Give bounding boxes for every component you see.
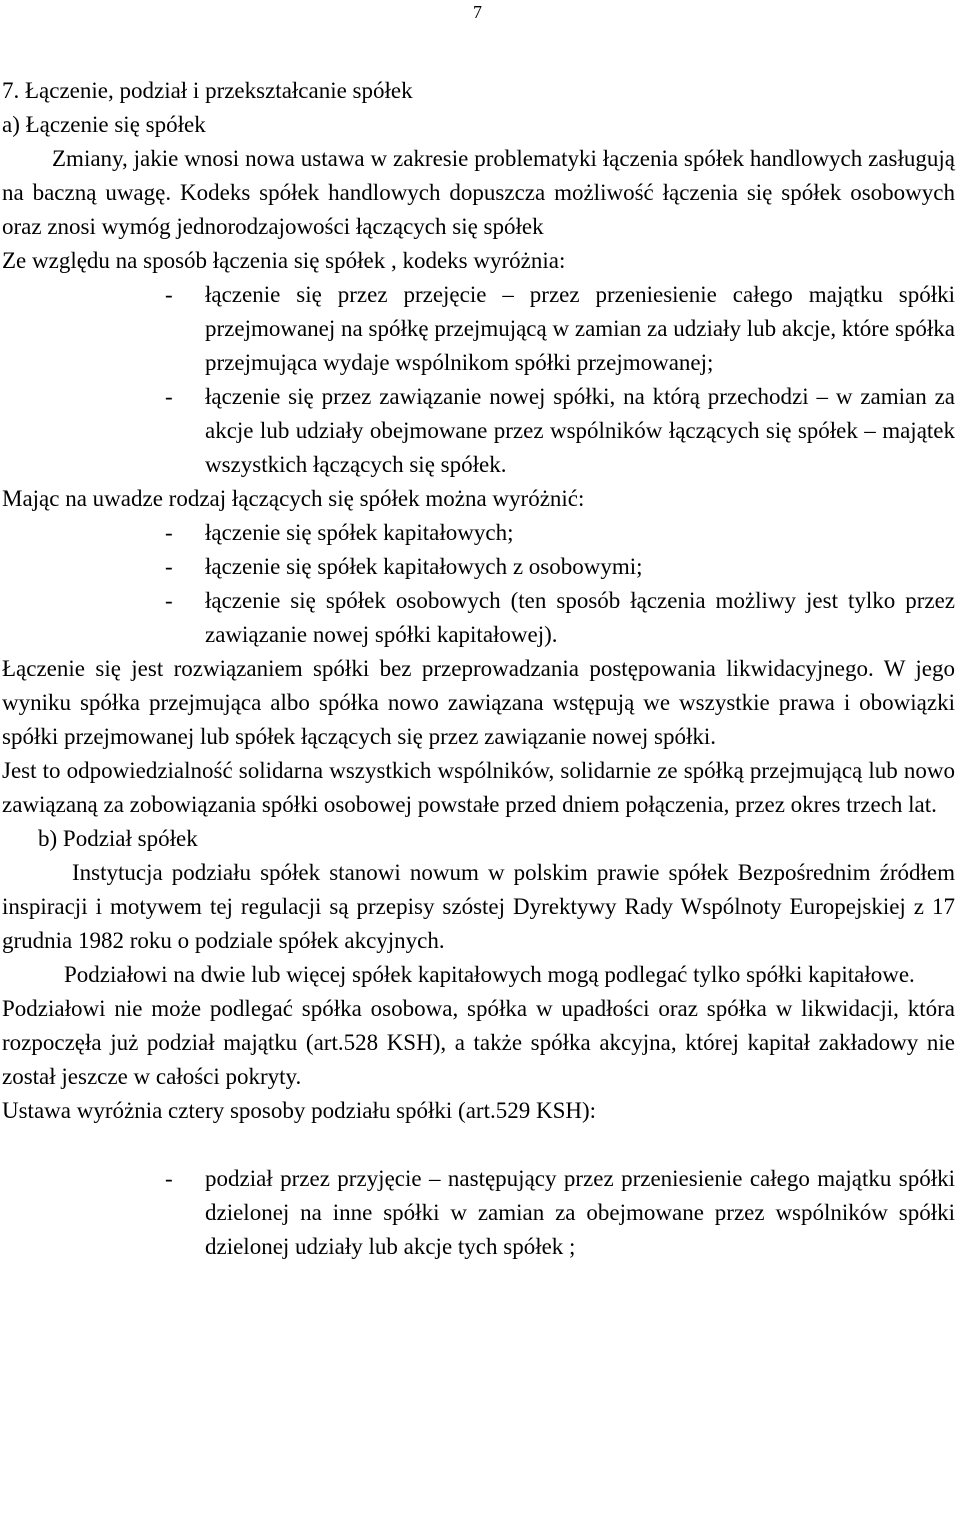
list-item-text: łączenie się przez przejęcie – przez przeniesienie całego majątku spółki przejmowanej na spółkę przejmującą w zamian za udziały lub akcje, które spółka przejmująca wydaje wspólnikom spółki przejmowanej;	[205, 282, 955, 375]
paragraph-a4: Łączenie się jest rozwiązaniem spółki bez przeprowadzania postępowania likwidacyjnego. W jego wyniku spółka przejmująca albo spółka nowo zawiązana wstępują we wszystkie prawa i obowiązki spółki przejmowanej lub spółek łączących się przez zawiązanie nowej spółki.	[2, 656, 955, 749]
division-methods-list	[2, 1162, 955, 1264]
paragraph-b1: Instytucja podziału spółek stanowi nowum w polskim prawie spółek Bezpośrednim źródłem inspiracji i motywem tej regulacji są przepisy szóstej Dyrektywy Rady Wspólnoty Europejskiej z 17 grudnia 1982 roku o podziale spółek akcyjnych.	[2, 860, 955, 953]
dash-marker: -	[165, 520, 173, 545]
list-item	[2, 550, 955, 584]
list-item-text: podział przez przyjęcie – następujący przez przeniesienie całego majątku spółki dzielonej na inne spółki w zamian za obejmowane przez wspólników spółki dzielonej udziały lub akcje tych spółek ;	[205, 1166, 955, 1259]
paragraph-a3: Mając na uwadze rodzaj łączących się spółek można wyróżnić:	[2, 486, 585, 511]
paragraph-b2: Podziałowi na dwie lub więcej spółek kapitałowych mogą podlegać tylko spółki kapitałowe.	[64, 962, 915, 987]
paragraph-b3: Podziałowi nie może podlegać spółka osobowa, spółka w upadłości oraz spółka w likwidacji, która rozpoczęła już podział majątku (art.528 KSH), a także spółka akcyjna, której kapitał zakładowy nie został jeszcze w całości pokryty.	[2, 996, 955, 1089]
list-item-text: łączenie się spółek kapitałowych;	[205, 520, 514, 545]
list-item-text: łączenie się spółek kapitałowych z osobowymi;	[205, 554, 643, 579]
dash-marker: -	[165, 282, 173, 307]
paragraph-a2: Ze względu na sposób łączenia się spółek , kodeks wyróżnia:	[2, 248, 566, 273]
section-title: 7. Łączenie, podział i przekształcanie spółek	[2, 78, 413, 103]
subsection-b-title: b) Podział spółek	[38, 826, 198, 851]
document-body	[2, 74, 955, 1264]
merge-methods-list	[2, 278, 955, 482]
dash-marker: -	[165, 384, 173, 409]
list-item	[2, 380, 955, 482]
dash-marker: -	[165, 554, 173, 579]
company-types-list	[2, 516, 955, 652]
page-number: 7	[473, 2, 482, 22]
list-item	[2, 584, 955, 652]
list-item	[2, 278, 955, 380]
list-item-text: łączenie się spółek osobowych (ten sposób łączenia możliwy jest tylko przez zawiązanie nowej spółki kapitałowej).	[205, 588, 955, 647]
list-item	[2, 516, 955, 550]
paragraph-a5: Jest to odpowiedzialność solidarna wszystkich wspólników, solidarnie ze spółką przejmującą lub nowo zawiązaną za zobowiązania spółki osobowej powstałe przed dniem połączenia, przez okres trzech lat.	[2, 758, 955, 817]
spacer	[2, 1128, 955, 1162]
list-item-text: łączenie się przez zawiązanie nowej spółki, na którą przechodzi – w zamian za akcje lub udziały obejmowane przez wspólników łączących się spółek – majątek wszystkich łączących się spółek.	[205, 384, 955, 477]
subsection-a-title: a) Łączenie się spółek	[2, 112, 206, 137]
paragraph-a1: Zmiany, jakie wnosi nowa ustawa w zakresie problematyki łączenia spółek handlowych zasługują na baczną uwagę. Kodeks spółek handlowych dopuszcza możliwość łączenia się spółek osobowych oraz znosi wymóg jednorodzajowości łączących się spółek	[2, 146, 955, 239]
list-item	[2, 1162, 955, 1264]
paragraph-b4: Ustawa wyróżnia cztery sposoby podziału spółki (art.529 KSH):	[2, 1098, 597, 1123]
dash-marker: -	[165, 588, 173, 613]
dash-marker: -	[165, 1166, 173, 1191]
